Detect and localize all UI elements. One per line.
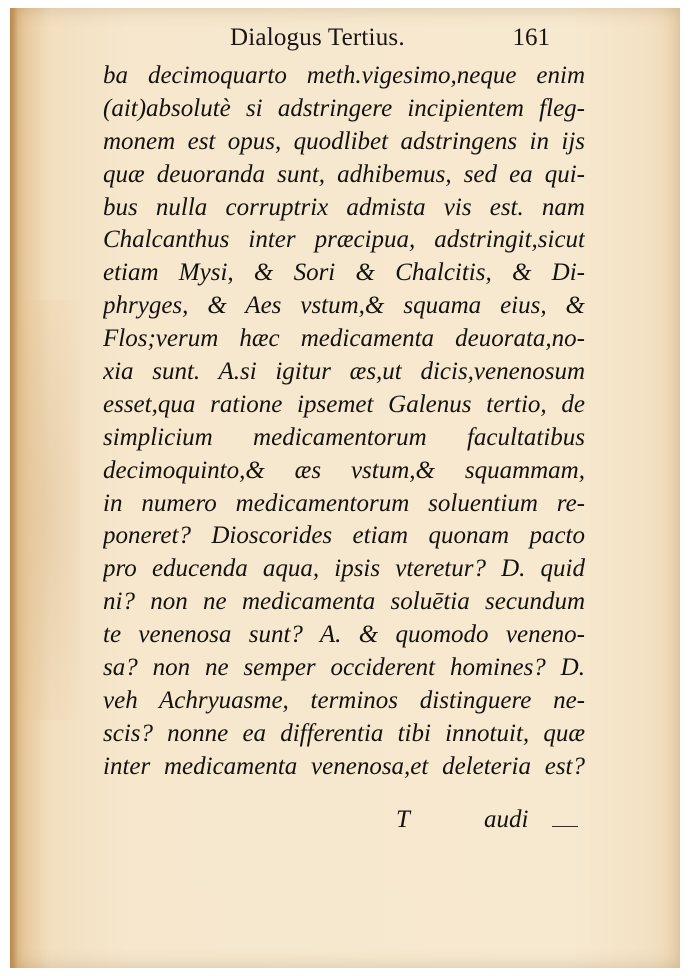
text-line: scis? nonne ea differentia tibi innotuit, quæ — [103, 719, 585, 747]
text-line: etiam Mysi, & Sori & Chalcitis, & Di- — [103, 259, 585, 287]
body-text — [103, 60, 585, 784]
text-line: (ait)absolutè si adstringere incipientem fleg- — [103, 94, 585, 122]
running-header — [230, 24, 550, 58]
text-line: ba decimoquarto meth.vigesimo,neque enim — [103, 62, 585, 89]
text-line: xia sunt. A.si igitur æs,ut dicis,venenosum — [103, 358, 585, 386]
running-title: Dialogus Tertius. — [230, 24, 405, 51]
text-line: quæ deuoranda sunt, adhibemus, sed ea qui- — [103, 160, 585, 188]
catchword: audi — [484, 806, 529, 833]
page-number: 161 — [512, 24, 550, 51]
text-line: in numero medicamentorum soluentium re- — [103, 489, 585, 517]
text-line: veh Achryuasme, terminos distinguere ne- — [103, 686, 585, 714]
text-line: esset,qua ratione ipsemet Galenus tertio, de — [103, 390, 585, 418]
text-line: te venenosa sunt? A. & quomodo veneno- — [103, 621, 585, 649]
paper-stain — [20, 300, 80, 720]
text-line: simplicium medicamentorum facultatibus — [103, 423, 585, 451]
text-line: pro educenda aqua, ipsis vteretur? D. quid — [103, 555, 585, 583]
text-line: poneret? Dioscorides etiam quonam pacto — [103, 522, 585, 550]
margin-rule — [552, 826, 578, 827]
text-line: Flos;verum hæc medicamenta deuorata,no- — [103, 325, 585, 353]
text-line: decimoquinto,& æs vstum,& squammam, — [103, 456, 585, 484]
text-line: ni? non ne medicamenta soluētia secundum — [103, 588, 585, 616]
text-line: phryges, & Aes vstum,& squama eius, & — [103, 292, 585, 320]
signature-mark: T — [396, 806, 410, 833]
text-line: bus nulla corruptrix admista vis est. nam — [103, 193, 585, 221]
text-line: monem est opus, quodlibet adstringens in ijs — [103, 127, 585, 155]
text-line: Chalcanthus inter præcipua, adstringit,sicut — [103, 226, 585, 254]
page-footer — [0, 806, 690, 840]
text-line: sa? non ne semper occiderent homines? D. — [103, 654, 585, 682]
text-line: inter medicamenta venenosa,et deleteria est? — [103, 752, 585, 780]
